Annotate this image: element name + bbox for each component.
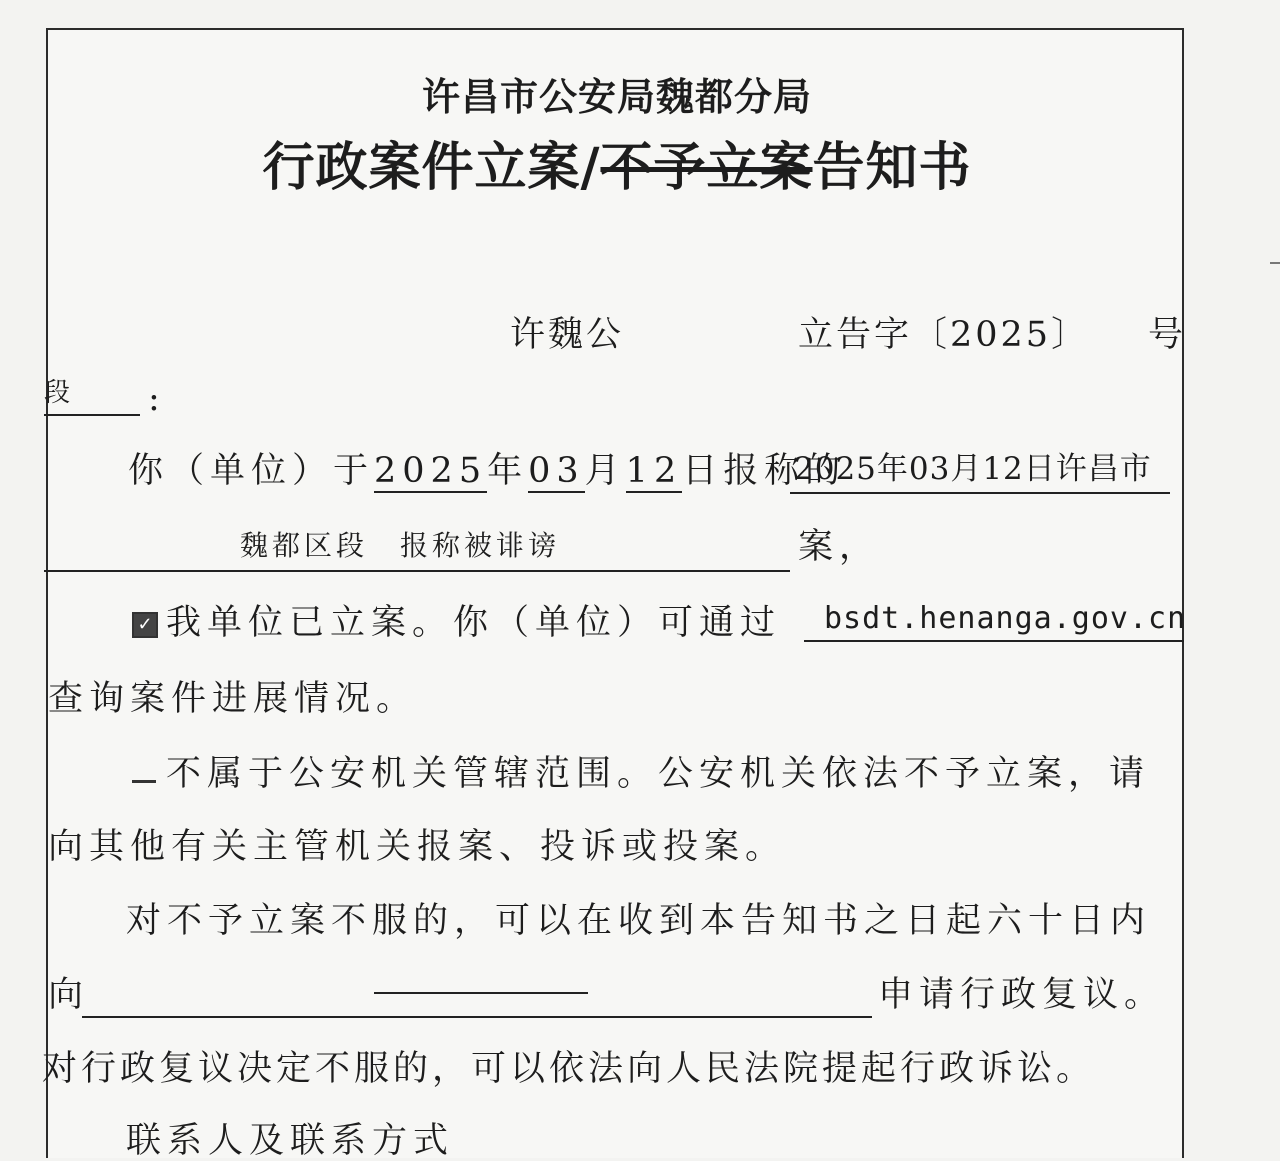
checked-box-icon: ✓ — [132, 612, 158, 638]
year-label: 年 — [487, 451, 529, 491]
recipient-underline — [44, 414, 140, 416]
title-prefix: 行政案件立案/ — [262, 137, 601, 198]
report-month: 03 — [528, 451, 585, 491]
option-filed-text-2: 查询案件进展情况。 — [48, 679, 418, 719]
appeal-line-3: 对行政复议决定不服的，可以依法向人民法院提起行政诉讼。 — [42, 1049, 1096, 1089]
unchecked-box-icon — [132, 756, 156, 783]
month-label: 月 — [584, 451, 626, 491]
option-not-filed-text: 不属于公安机关管辖范围。公安机关依法不予立案，请 — [166, 754, 1151, 794]
option-filed-text: 我单位已立案。你（单位）可通过 — [166, 603, 782, 643]
contact-label: 联系人及联系方式 — [126, 1121, 455, 1161]
appeal-apply-review: 申请行政复议。 — [878, 975, 1166, 1015]
report-year: 2025 — [374, 451, 488, 491]
case-description-1: 2025年03月12日许昌市 — [794, 451, 1152, 487]
document-title — [48, 137, 1186, 198]
you-text: 你（单位）于 — [128, 451, 375, 491]
docno-middle: 立告字〔2025〕 — [798, 315, 1090, 355]
website-underline — [804, 640, 1184, 642]
issuing-authority: 许昌市公安局魏都分局 — [421, 74, 812, 119]
reported-text: 日报称的 — [682, 451, 847, 491]
option-filed — [132, 603, 782, 643]
next-page-edge — [1270, 262, 1280, 264]
notice-document — [42, 28, 1190, 1161]
review-authority-underline — [82, 1016, 872, 1018]
title-struck-text: 不予立案 — [600, 137, 813, 198]
case-underline-1 — [790, 492, 1170, 494]
report-day: 12 — [625, 451, 683, 491]
recipient-name: 段 — [44, 378, 71, 408]
query-website: bsdt.henanga.gov.cn — [824, 601, 1187, 636]
docno-suffix: 号 — [1148, 315, 1190, 355]
report-line-1 — [128, 451, 847, 491]
appeal-to: 向 — [48, 975, 90, 1015]
case-underline-2 — [44, 570, 790, 572]
case-suffix: 案， — [798, 527, 881, 567]
case-description-2: 魏都区段 报称被诽谤 — [240, 529, 561, 562]
title-suffix: 告知书 — [812, 137, 972, 198]
option-not-filed-text-2: 向其他有关主管机关报案、投诉或投案。 — [48, 827, 787, 867]
appeal-line-1: 对不予立案不服的，可以在收到本告知书之日起六十日内 — [126, 901, 1152, 941]
recipient-colon: : — [148, 379, 166, 419]
option-not-filed — [132, 756, 1150, 792]
docno-prefix: 许魏公 — [510, 315, 625, 355]
review-authority-short-line — [374, 992, 588, 994]
